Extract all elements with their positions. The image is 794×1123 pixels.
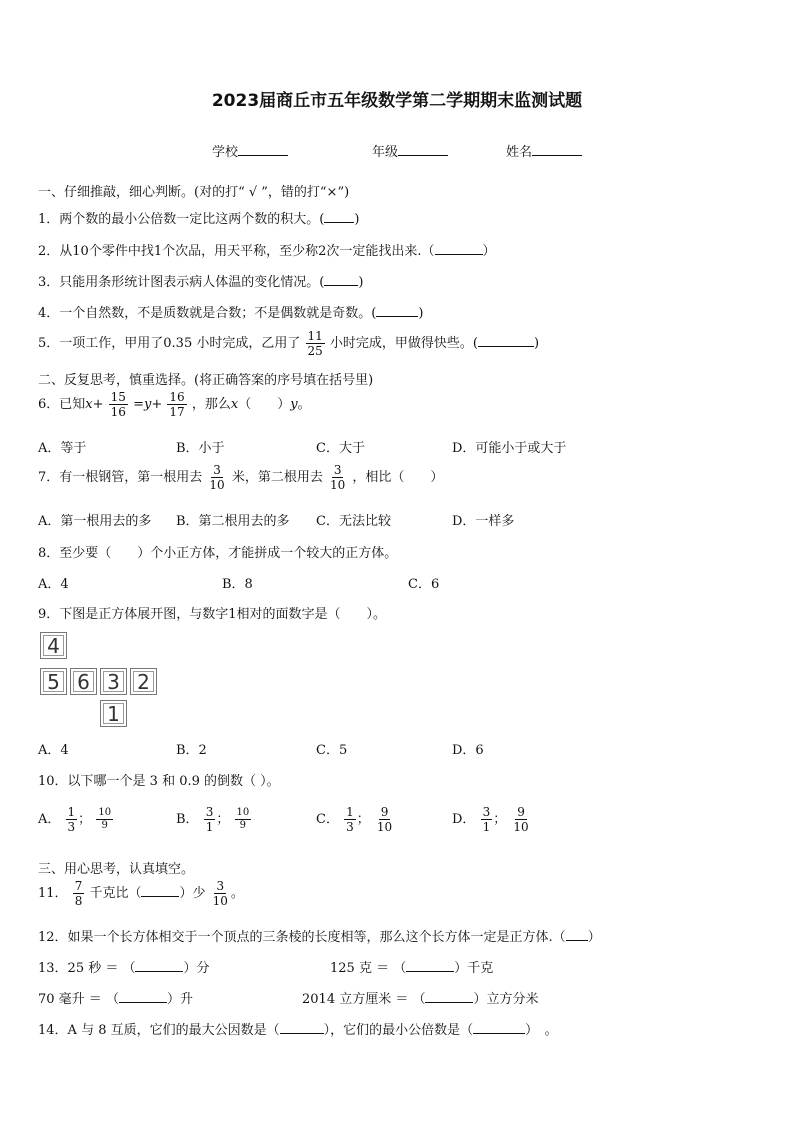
question-10: 10．以下哪一个是 3 和 0.9 的倒数（ ）。 (38, 774, 280, 789)
net-face: 5 (40, 668, 67, 695)
net-face: 6 (70, 668, 97, 695)
q7-option-a[interactable]: A．第一根用去的多 (38, 514, 152, 529)
q1-answer-blank[interactable] (324, 210, 354, 223)
question-8: 8．至少要（ ）个小正方体，才能拼成一个较大的正方体。 (38, 546, 398, 561)
question-1: 1．两个数的最小公倍数一定比这两个数的积大。( ) (38, 212, 360, 227)
net-face: 2 (130, 668, 157, 695)
q9-option-a[interactable]: A．4 (38, 743, 69, 758)
q13-answer-blank-3[interactable] (119, 990, 167, 1003)
q3-answer-blank[interactable] (324, 273, 358, 286)
q9-option-c[interactable]: C．5 (316, 743, 348, 758)
question-13-row-1b: 125 克 ＝ （ ）千克 (330, 961, 494, 976)
cube-net-figure (40, 632, 162, 732)
question-14: 14．A 与 8 互质，它们的最大公因数是（ ），它们的最小公倍数是（ ） 。 (38, 1023, 558, 1038)
q11-fraction-2: $\frac{3}{10}$ (212, 879, 228, 908)
q6-option-c[interactable]: C．大于 (316, 441, 365, 456)
q7-option-d[interactable]: D．一样多 (452, 514, 515, 529)
school-label: 学校 (212, 145, 239, 160)
question-11: 11． $\frac{7}{8}$ 千克比（ ）少 $\frac{3}{10}$ 。 (38, 879, 244, 908)
q8-option-b[interactable]: B．8 (222, 577, 253, 592)
question-12: 12．如果一个长方体相交于一个顶点的三条棱的长度相等，那么这个长方体一定是正方体.（ ） (38, 930, 601, 945)
q14-answer-blank-1[interactable] (280, 1021, 324, 1034)
q10-option-c[interactable]: C． $\frac{1}{3}$ ； $\frac{9}{10}$ (316, 805, 393, 834)
q6-fraction-1: $\frac{15}{16}$ (110, 390, 126, 419)
question-6: 6．已知x+ $\frac{15}{16}$ =y+ $\frac{16}{17}$ ，那么x（ ）y。 (38, 390, 311, 419)
question-13-row-2a: 70 毫升 ＝ （ ）升 (38, 992, 193, 1007)
q7-option-b[interactable]: B．第二根用去的多 (176, 514, 290, 529)
q5-answer-blank[interactable] (478, 334, 534, 347)
net-face: 3 (100, 668, 127, 695)
q9-option-b[interactable]: B．2 (176, 743, 207, 758)
q10-option-a[interactable]: A． $\frac{1}{3}$ ； $\frac{10}{9}$ (38, 805, 112, 834)
section-3-heading: 三、用心思考，认真填空。 (38, 862, 195, 877)
q4-answer-blank[interactable] (376, 304, 418, 317)
question-13-row-1a: 13．25 秒 ＝ （ ）分 (38, 961, 210, 976)
q9-option-d[interactable]: D．6 (452, 743, 484, 758)
q11-fraction-1: $\frac{7}{8}$ (74, 879, 83, 908)
q13-answer-blank-4[interactable] (425, 990, 473, 1003)
q2-answer-blank[interactable] (435, 242, 483, 255)
net-face-top: 4 (40, 632, 67, 659)
question-3: 3．只能用条形统计图表示病人体温的变化情况。( ) (38, 275, 364, 290)
q12-answer-blank[interactable] (566, 928, 588, 941)
school-blank[interactable] (238, 143, 288, 156)
q6-option-a[interactable]: A．等于 (38, 441, 87, 456)
section-2-heading: 二、反复思考，慎重选择。(将正确答案的序号填在括号里) (38, 373, 374, 388)
name-blank[interactable] (532, 143, 582, 156)
q13-answer-blank-2[interactable] (406, 959, 454, 972)
q14-answer-blank-2[interactable] (473, 1021, 525, 1034)
q8-option-c[interactable]: C．6 (408, 577, 440, 592)
question-13-row-2b: 2014 立方厘米 ＝ （ ）立方分米 (302, 992, 539, 1007)
q6-option-d[interactable]: D．可能小于或大于 (452, 441, 567, 456)
name-label: 姓名 (506, 145, 533, 160)
q11-answer-blank[interactable] (141, 884, 179, 897)
grade-field[interactable] (372, 141, 448, 160)
q5-fraction: $\frac{11}{25}$ (307, 329, 323, 358)
q6-fraction-2: $\frac{16}{17}$ (169, 390, 185, 419)
question-7: 7．有一根钢管，第一根用去 $\frac{3}{10}$ 米，第二根用去 $\frac{3}{10}$ ，相比（ ） (38, 463, 444, 492)
school-field[interactable] (212, 141, 288, 160)
q6-option-b[interactable]: B．小于 (176, 441, 225, 456)
question-4: 4．一个自然数，不是质数就是合数；不是偶数就是奇数。( ) (38, 306, 424, 321)
q7-option-c[interactable]: C．无法比较 (316, 514, 391, 529)
net-face-bottom: 1 (100, 700, 127, 727)
q6-answer-paren[interactable]: （ ） (238, 397, 291, 412)
q10-option-b[interactable]: B． $\frac{3}{1}$ ； $\frac{10}{9}$ (176, 805, 250, 834)
q8-option-a[interactable]: A．4 (38, 577, 69, 592)
q13-answer-blank-1[interactable] (135, 959, 183, 972)
name-field[interactable] (506, 141, 582, 160)
grade-blank[interactable] (398, 143, 448, 156)
question-2: 2．从10个零件中找1个次品，用天平称，至少称2次一定能找出来.（ ） (38, 244, 496, 259)
q10-option-d[interactable]: D． $\frac{3}{1}$ ； $\frac{9}{10}$ (452, 805, 529, 834)
section-1-heading: 一、仔细推敲，细心判断。(对的打“ √ ”，错的打“×”) (38, 185, 350, 200)
q7-fraction-1: $\frac{3}{10}$ (209, 463, 225, 492)
q7-fraction-2: $\frac{3}{10}$ (330, 463, 346, 492)
question-9: 9．下图是正方体展开图，与数字1相对的面数字是（ ）。 (38, 607, 387, 622)
question-5: 5．一项工作，甲用了0.35 小时完成，乙用了 $\frac{11}{25}$ 小时完成，甲做得快些。( ) (38, 329, 540, 358)
grade-label: 年级 (372, 145, 399, 160)
page-title: 2023届商丘市五年级数学第二学期期末监测试题 (211, 91, 583, 111)
